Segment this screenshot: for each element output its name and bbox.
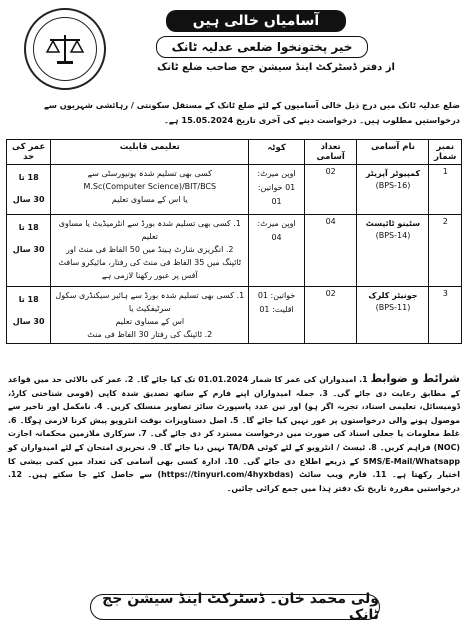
header-quota: کوٹہ <box>249 140 305 165</box>
header-age: عمر کی حد <box>7 140 51 165</box>
deadline-date: 15.05.2024 <box>181 115 234 125</box>
issuing-office: از دفتر ڈسٹرکٹ اینڈ سیشن جج صاحب ضلع ٹانک <box>157 62 395 73</box>
page-title: آسامیاں خالی ہیں <box>166 10 346 32</box>
intro-paragraph <box>8 98 460 128</box>
terms-heading: شرائط و ضوابط <box>370 372 461 385</box>
row-education: 1. کسی بھی تسلیم شدہ بورڈ سے انٹرمیڈیٹ یا مساوی تعلیم 2. انگریزی شارٹ ہینڈ میں 50 الفاظ فی منٹ اور ٹائپنگ میں 35 الفاظ فی منٹ کی رفتار، مائیکرو سافٹ آفس پر عبور رکھنا لازمی ہے <box>51 215 249 287</box>
row-age: 18 تا 30 سال <box>7 287 51 344</box>
header-post: نام آسامی <box>357 140 429 165</box>
row-quota: خواتین: 01 اقلیت: 01 <box>249 287 305 344</box>
row-quota: اوپن میرٹ: 01 خواتین: 01 <box>249 165 305 215</box>
row-count: 02 <box>304 287 357 344</box>
table-row <box>7 165 462 215</box>
table-header-row <box>7 140 462 165</box>
table-row <box>7 287 462 344</box>
row-post: سٹینو ٹائپسٹ (BPS-14) <box>357 215 429 287</box>
table-row <box>7 215 462 287</box>
row-count: 02 <box>304 165 357 215</box>
row-quota: اوپن میرٹ: 04 <box>249 215 305 287</box>
page-subtitle: خیر پختونخوا ضلعی عدلیہ ٹانک <box>156 36 368 58</box>
scales-icon <box>33 17 97 81</box>
signature-footer: ولی محمد خان۔ ڈسٹرکٹ اینڈ سیشن جج ٹانک <box>90 594 380 620</box>
row-count: 04 <box>304 215 357 287</box>
row-age: 18 تا 30 سال <box>7 165 51 215</box>
row-age: 18 تا 30 سال <box>7 215 51 287</box>
header <box>6 4 463 100</box>
terms-section <box>8 372 460 495</box>
row-serial: 3 <box>429 287 462 344</box>
header-serial: نمبر شمار <box>429 140 462 165</box>
intro-suffix: ہے۔ <box>164 115 179 125</box>
row-post: جونیئر کلرک (BPS-11) <box>357 287 429 344</box>
district-court-seal <box>24 8 106 90</box>
terms-body: 1. امیدواران کی عمر کا شمار 01.01.2024 تک کیا جائے گا۔ 2. عمر کی بالائی حد میں قواعد کے مطابق رعایت دی جائے گی۔ 3. جملہ امیدواران اپنے فارم کے ساتھ تصدیق شدہ کاپی (قومی شناختی کارڈ، ڈومیسائل، تعلیمی اسناد، تجربہ اگر ہو) اور تین عدد پاسپورٹ سائز تصاویر منسلک کریں۔ 4. نامکمل اور تاخیر سے موصول ہونے والی درخواستوں پر غور نہیں کیا جائے گا۔ 5. اصل دستاویزات بوقت انٹرویو پیش کرنا لازمی ہوگا۔ 6. غلط معلومات یا جعلی اسناد کی صورت میں درخواست مسترد کر دی جائے گی۔ 7. سرکاری ملازمین محکمانہ اجازت (NOC) فراہم کریں۔ 8. ٹیسٹ / انٹرویو کے لئے کوئی TA/DA نہیں دیا جائے گا۔ 9. تحریری امتحان کے لئے امیدواران کو SMS/E-Mail/Whatsapp کے ذریعے اطلاع دی جائے گی۔ 10. ادارہ کسی بھی آسامی کی تعداد میں کمی بیشی کا اختیار رکھتا ہے۔ 11. فارم ویب سائٹ (https://tinyurl.com/4hyxbdas) سے حاصل کئے جا سکتے ہیں۔ 12. درخواستیں مقررہ تاریخ تک دفتر ہذا میں جمع کرائی جائیں۔ <box>8 375 461 493</box>
row-education: 1. کسی بھی تسلیم شدہ بورڈ سے ہائیر سیکنڈری سکول سرٹیفکیٹ یا اس کے مساوی تعلیم 2. ٹائپنگ کی رفتار 30 الفاظ فی منٹ <box>51 287 249 344</box>
row-education: کسی بھی تسلیم شدہ یونیورسٹی سے M.Sc(Computer Science)/BIT/BCS یا اس کے مساوی تعلیم <box>51 165 249 215</box>
posts-table <box>6 139 462 344</box>
header-count: تعداد آسامی <box>304 140 357 165</box>
header-education: تعلیمی قابلیت <box>51 140 249 165</box>
row-serial: 1 <box>429 165 462 215</box>
intro-text: ضلع عدلیہ ٹانک میں درج ذیل خالی آسامیوں کے لئے ضلع ٹانک کے مستقل سکونتی / رہائشی شہریوں سے درخواستیں مطلوب ہیں۔ درخواست دینے کی آخری تاریخ <box>44 100 460 125</box>
row-serial: 2 <box>429 215 462 287</box>
row-post: کمپیوٹر آپریٹر (BPS-16) <box>357 165 429 215</box>
